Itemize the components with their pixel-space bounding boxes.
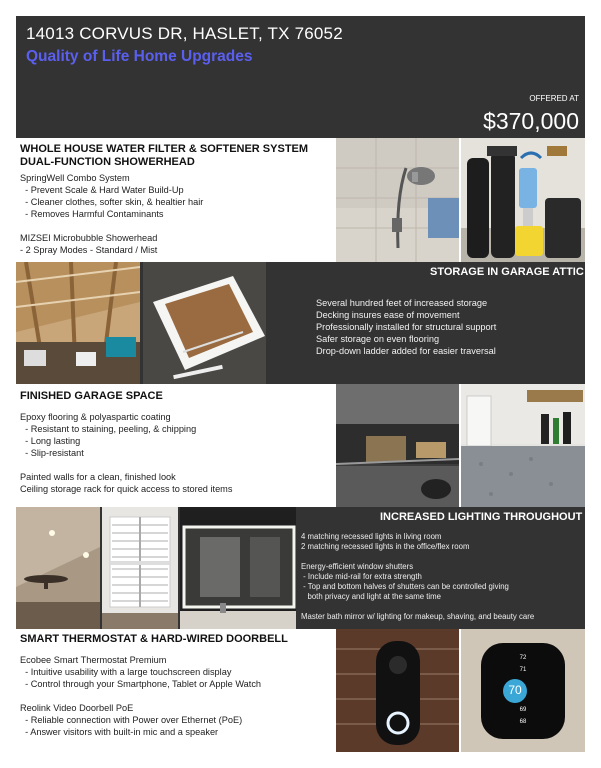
thermostat-title: SMART THERMOSTAT & HARD-WIRED DOORBELL xyxy=(20,633,288,645)
water-title-2: DUAL-FUNCTION SHOWERHEAD xyxy=(20,156,195,168)
property-address: 14013 CORVUS DR, HASLET, TX 76052 xyxy=(26,24,343,43)
garage-title: FINISHED GARAGE SPACE xyxy=(20,390,163,402)
garage-body: Epoxy flooring & polyaspartic coating - Resistant to staining, peeling, & chipping - Long lasting - Slip-resistant Painted walls for a clean, finished look Ceiling storage rack for quick access to stored items xyxy=(20,412,233,494)
thermostat-body: Ecobee Smart Thermostat Premium - Intuitive usability with a large touchscreen display - Control through your Smartphone, Tablet or Apple Watch Reolink Video Doorbell PoE - Reliable connection with Power over Ethernet (PoE) - Answer visitors with built-in mic and a speaker xyxy=(20,655,262,737)
lighting-title: INCREASED LIGHTING THROUGHOUT xyxy=(380,511,583,523)
attic-body: Several hundred feet of increased storage Decking insures ease of movement Professionally installed for structural support Safer storage on even flooring Drop-down ladder added for easier traversal xyxy=(316,298,497,356)
showerhead-photo xyxy=(336,138,459,262)
thermostat-display-low: 69 xyxy=(519,707,527,713)
water-softener-photo xyxy=(461,138,585,262)
thermostat-display-mid: 71 xyxy=(519,667,527,673)
water-title-1: WHOLE HOUSE WATER FILTER & SOFTENER SYSTEM xyxy=(20,143,309,155)
offered-label: OFFERED AT xyxy=(529,94,579,103)
thermostat-display-main: 70 xyxy=(508,683,522,697)
price: $370,000 xyxy=(483,108,579,134)
garage-epoxy-floor-photo xyxy=(461,384,585,507)
living-room-lights-photo xyxy=(16,507,100,629)
lighting-body: 4 matching recessed lights in living room 2 matching recessed lights in the office/flex room Energy-efficient window shutters - Include mid-rail for extra strength - Top and bottom halves of shutters can be controlled giving both privacy and light at the same time Master bath mirror w/ lighting for makeup, shaving, and beauty care xyxy=(301,532,535,621)
attic-ladder-hatch-photo xyxy=(143,262,266,384)
thermostat-display-top: 72 xyxy=(519,655,527,661)
header-banner xyxy=(16,16,585,138)
attic-title: STORAGE IN GARAGE ATTIC xyxy=(430,266,584,278)
attic-interior-photo xyxy=(16,262,140,384)
doorbell-photo xyxy=(336,629,459,752)
water-body: SpringWell Combo System - Prevent Scale & Hard Water Build-Up - Cleaner clothes, softer skin, & healtier hair - Removes Harmful Contaminants MIZSEI Microbubble Showerhead - 2 Spray Modes - Standard / Mist xyxy=(20,173,204,255)
thermostat-display-bottom: 68 xyxy=(519,719,527,725)
bath-mirror-photo xyxy=(180,507,296,629)
page-subtitle: Quality of Life Home Upgrades xyxy=(26,48,253,65)
garage-ceiling-rack-photo xyxy=(336,384,459,507)
thermostat-photo xyxy=(461,629,585,752)
window-shutters-photo xyxy=(102,507,178,629)
